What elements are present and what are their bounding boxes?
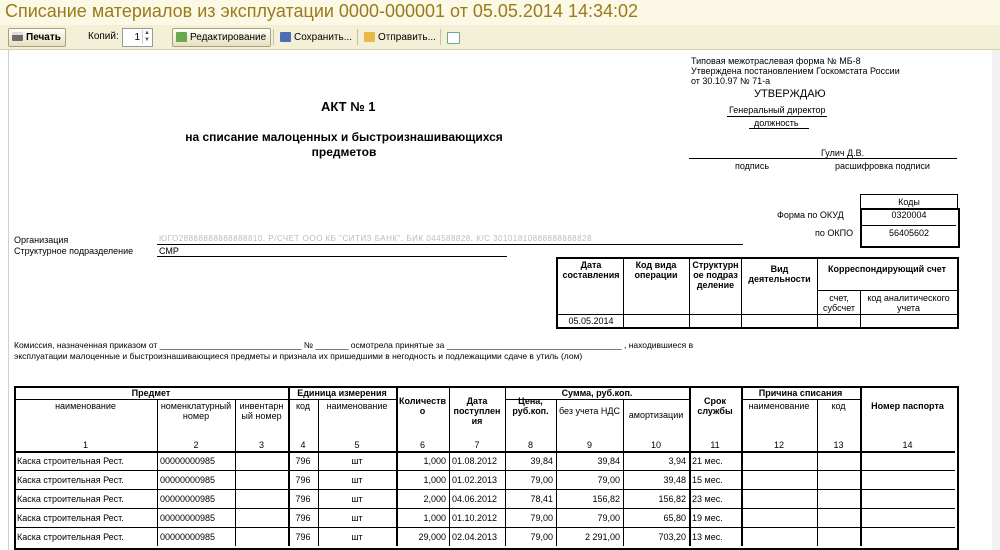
- save-button[interactable]: Сохранить...: [276, 28, 357, 47]
- codes-header-cell: Коды: [860, 194, 958, 210]
- row-name: Каска строительная Рест.: [17, 513, 124, 523]
- commission-text-2: эксплуатации малоценные и быстроизнашивающиеся предметы и признала их пришедшими в негодность и подлежащими сдаче в утиль (лом): [14, 351, 583, 361]
- signature-decode-label: расшифровка подписи: [835, 161, 930, 171]
- col-number: 14: [902, 440, 913, 450]
- org-label: Организация: [14, 235, 69, 245]
- row-nomen: 00000000985: [160, 532, 216, 542]
- col-number: 1: [82, 440, 88, 450]
- window-title: Списание материалов из эксплуатации 0000-000001 от 05.05.2014 14:34:02: [5, 1, 639, 21]
- col-unit-name: наименование: [326, 401, 388, 411]
- window-title-bar: [0, 0, 1000, 25]
- col-number: 3: [258, 440, 264, 450]
- col-reason-name: наименование: [748, 401, 810, 411]
- envelope-icon: [364, 32, 375, 42]
- copies-stepper[interactable]: 1 ▲ ▼: [122, 28, 153, 47]
- row-date: 02.04.2013: [452, 532, 498, 542]
- hdr-date: Дата составления: [562, 260, 620, 280]
- form-type: Типовая межотраслевая форма № МБ-8: [691, 56, 861, 66]
- doc-date: 05.05.2014: [568, 316, 614, 326]
- row-name: Каска строительная Рест.: [17, 532, 124, 542]
- row-date: 01.02.2013: [452, 475, 498, 485]
- row-nomen: 00000000985: [160, 456, 216, 466]
- row-name: Каска строительная Рест.: [17, 475, 124, 485]
- row-life: 23 мес.: [692, 494, 723, 504]
- row-date: 04.06.2012: [452, 494, 498, 504]
- okud-label: Форма по ОКУД: [777, 210, 844, 220]
- col-number: 10: [650, 440, 661, 450]
- col-number: 9: [586, 440, 592, 450]
- col-number: 6: [419, 440, 425, 450]
- hdr-account: счет, субсчет: [822, 293, 856, 313]
- okud-value: 0320004: [891, 210, 927, 220]
- row-date: 01.10.2012: [452, 513, 498, 523]
- col-price: Цена, руб.коп.: [512, 396, 549, 416]
- okpo-value: 56405602: [888, 228, 930, 238]
- toolbar-separator: [273, 29, 274, 45]
- col-code: код: [295, 401, 311, 411]
- preview-icon: [447, 32, 460, 44]
- document-page: [8, 50, 1000, 550]
- row-code: 796: [295, 513, 311, 523]
- preview-button[interactable]: [443, 28, 470, 47]
- row-unit: шт: [351, 456, 363, 466]
- org-value: ЮГО28888888888888810, Р/СЧЕТ ООО КБ "СИТИЗ БАНК", БИК 044588828, К/С 30101810888888888828: [159, 234, 593, 243]
- col-number: 5: [354, 440, 360, 450]
- print-button[interactable]: Печать: [8, 28, 66, 47]
- row-nomen: 00000000985: [160, 513, 216, 523]
- vertical-scrollbar[interactable]: [992, 50, 1000, 550]
- row-amort: 65,80: [663, 513, 686, 523]
- signer-name: Гулич Д.В.: [821, 148, 865, 158]
- hdr-opcode: Код вида операции: [634, 260, 678, 280]
- row-price: 79,00: [530, 475, 553, 485]
- row-unit: шт: [351, 494, 363, 504]
- row-code: 796: [295, 475, 311, 485]
- col-nomen: номенклатурный номер: [160, 401, 232, 421]
- row-qty: 1,000: [423, 513, 446, 523]
- col-number: 2: [193, 440, 199, 450]
- group-sum: Сумма, руб.коп.: [561, 388, 633, 398]
- hdr-analytic: код аналитического учета: [867, 293, 950, 313]
- row-code: 796: [295, 494, 311, 504]
- row-sum: 79,00: [597, 475, 620, 485]
- col-amort: амортизации: [628, 410, 684, 420]
- dept-label: Структурное подразделение: [14, 246, 134, 256]
- col-reason-code: код: [831, 401, 846, 411]
- col-life: Срок службы: [697, 396, 733, 416]
- col-number: 11: [710, 440, 720, 450]
- edit-icon: [176, 32, 187, 42]
- row-sum: 2 291,00: [584, 532, 620, 542]
- row-life: 13 мес.: [692, 532, 723, 542]
- col-passport: Номер паспорта: [871, 401, 944, 411]
- row-amort: 39,48: [663, 475, 686, 485]
- group-reason: Причина списания: [758, 388, 843, 398]
- row-date: 01.08.2012: [452, 456, 498, 466]
- stepper-arrows-icon[interactable]: ▲ ▼: [142, 30, 151, 44]
- row-life: 21 мес.: [692, 456, 723, 466]
- act-title: АКТ № 1: [321, 99, 376, 114]
- row-nomen: 00000000985: [160, 494, 216, 504]
- group-item: Предмет: [131, 388, 171, 398]
- okpo-label: по ОКПО: [815, 228, 854, 238]
- edit-button[interactable]: Редактирование: [172, 28, 271, 47]
- act-subtitle: на списание малоценных и быстроизнашивающихся: [185, 130, 503, 144]
- row-qty: 29,000: [418, 532, 446, 542]
- printer-icon: [12, 32, 23, 41]
- row-name: Каска строительная Рест.: [17, 494, 124, 504]
- row-name: Каска строительная Рест.: [17, 456, 124, 466]
- row-sum: 79,00: [597, 513, 620, 523]
- col-novat: без учета НДС: [558, 406, 620, 416]
- row-price: 78,41: [530, 494, 553, 504]
- col-inv: инвентарный номер: [239, 401, 284, 421]
- col-qty: Количество: [398, 396, 447, 416]
- toolbar: [0, 25, 1000, 50]
- row-price: 79,00: [530, 513, 553, 523]
- send-button[interactable]: Отправить...: [360, 28, 441, 47]
- director-title: Генеральный директор: [729, 105, 826, 115]
- row-life: 19 мес.: [692, 513, 723, 523]
- row-price: 39,84: [530, 456, 553, 466]
- col-date: Дата поступления: [453, 396, 501, 426]
- col-number: 4: [300, 440, 306, 450]
- row-qty: 1,000: [423, 475, 446, 485]
- row-price: 79,00: [530, 532, 553, 542]
- row-nomen: 00000000985: [160, 475, 216, 485]
- dept-value: СМР: [159, 246, 179, 256]
- signature-label: подпись: [735, 161, 770, 171]
- form-date: от 30.10.97 № 71-а: [691, 76, 771, 86]
- row-code: 796: [295, 532, 311, 542]
- col-number: 7: [474, 440, 480, 450]
- act-subtitle-2: предметов: [311, 145, 377, 159]
- row-sum: 156,82: [592, 494, 620, 504]
- copies-label: Копий:: [88, 31, 119, 42]
- hdr-struct: Структурное подразделение: [692, 260, 739, 290]
- row-unit: шт: [351, 475, 363, 485]
- hdr-corr: Корреспондирующий счет: [827, 264, 946, 274]
- toolbar-separator: [357, 29, 358, 45]
- toolbar-separator: [440, 29, 441, 45]
- row-code: 796: [295, 456, 311, 466]
- row-unit: шт: [351, 513, 363, 523]
- row-amort: 156,82: [658, 494, 686, 504]
- col-name: наименование: [55, 401, 116, 411]
- row-sum: 39,84: [597, 456, 620, 466]
- approve-label: УТВЕРЖДАЮ: [754, 88, 826, 100]
- save-icon: [280, 32, 291, 42]
- commission-text: Комиссия, назначенная приказом от ______________________________ № _______ осмотрела принятые за _____________________________________ , находившиеся в: [14, 340, 694, 350]
- row-amort: 3,94: [668, 456, 686, 466]
- group-unit: Единица измерения: [297, 388, 387, 398]
- col-number: 13: [833, 440, 844, 450]
- row-amort: 703,20: [658, 532, 686, 542]
- row-qty: 2,000: [423, 494, 446, 504]
- position-label: должность: [754, 118, 799, 128]
- col-number: 8: [527, 440, 533, 450]
- form-approval: Утверждена постановлением Госкомстата России: [691, 66, 900, 76]
- hdr-activity: Вид деятельности: [748, 264, 811, 284]
- row-qty: 1,000: [423, 456, 446, 466]
- row-unit: шт: [351, 532, 363, 542]
- col-number: 12: [773, 440, 784, 450]
- row-life: 15 мес.: [692, 475, 723, 485]
